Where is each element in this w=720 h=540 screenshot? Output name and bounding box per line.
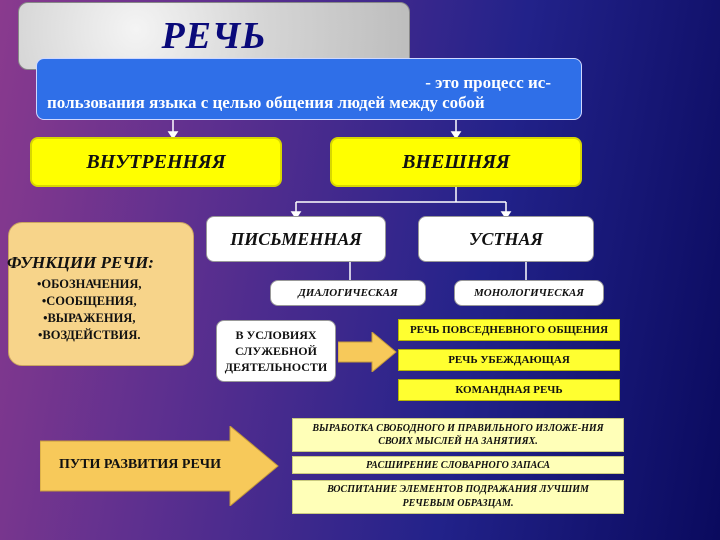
right-arrow-icon: [338, 332, 398, 372]
development-label: [50, 450, 230, 480]
definition-line-2: пользования языка с целью общения людей между собой: [47, 93, 485, 112]
monolog-speech-box: [454, 280, 604, 306]
speech-kind-label: РЕЧЬ ПОВСЕДНЕВНОГО ОБЩЕНИЯ: [409, 324, 609, 336]
development-item-1: [292, 418, 624, 452]
speech-kind-label: РЕЧЬ УБЕЖДАЮЩАЯ: [448, 354, 570, 366]
functions-list: [37, 276, 142, 344]
dialog-speech-label: ДИАЛОГИЧЕСКАЯ: [298, 287, 398, 299]
service-conditions-box: [216, 320, 336, 382]
internal-speech-box: [30, 137, 282, 187]
written-speech-label: ПИСЬМЕННАЯ: [230, 228, 362, 249]
speech-kind-label: КОМАНДНАЯ РЕЧЬ: [455, 384, 563, 396]
written-speech-box: [206, 216, 386, 262]
functions-title: ФУНКЦИИ РЕЧИ:: [7, 253, 154, 272]
oral-speech-label: УСТНАЯ: [469, 228, 543, 249]
functions-box: [8, 222, 194, 366]
speech-kind-command: [398, 379, 620, 401]
internal-speech-label: ВНУТРЕННЯЯ: [86, 150, 226, 173]
development-label-text: ПУТИ РАЗВИТИЯ РЕЧИ: [59, 457, 221, 472]
development-item-text: ВОСПИТАНИЕ ЭЛЕМЕНТОВ ПОДРАЖАНИЯ ЛУЧШИМ РЕЧЕВЫМ ОБРАЗЦАМ.: [327, 484, 589, 509]
development-item-text: ВЫРАБОТКА СВОБОДНОГО И ПРАВИЛЬНОГО ИЗЛОЖЕ-НИЯ СВОИХ МЫСЛЕЙ НА ЗАНЯТИЯХ.: [312, 423, 604, 447]
development-item-text: РАСШИРЕНИЕ СЛОВАРНОГО ЗАПАСА: [365, 459, 551, 471]
function-item: •СООБЩЕНИЯ,: [41, 294, 137, 308]
monolog-speech-label: МОНОЛОГИЧЕСКАЯ: [474, 287, 584, 299]
development-item-2: [292, 456, 624, 474]
definition-line-1: - это процесс ис-: [425, 73, 551, 92]
function-item: •ВЫРАЖЕНИЯ,: [43, 311, 136, 325]
function-item: •ВОЗДЕЙСТВИЯ.: [38, 328, 141, 342]
function-item: •ОБОЗНАЧЕНИЯ,: [37, 277, 142, 291]
service-conditions-label: В УСЛОВИЯХ СЛУЖЕБНОЙ ДЕЯТЕЛЬНОСТИ: [224, 328, 328, 374]
oral-speech-box: [418, 216, 594, 262]
speech-kind-persuasive: [398, 349, 620, 371]
page-title: РЕЧЬ: [161, 15, 267, 57]
external-speech-box: [330, 137, 582, 187]
development-item-3: [292, 480, 624, 514]
definition-box: [36, 58, 582, 120]
speech-kind-daily: [398, 319, 620, 341]
dialog-speech-box: [270, 280, 426, 306]
external-speech-label: ВНЕШНЯЯ: [402, 150, 510, 173]
